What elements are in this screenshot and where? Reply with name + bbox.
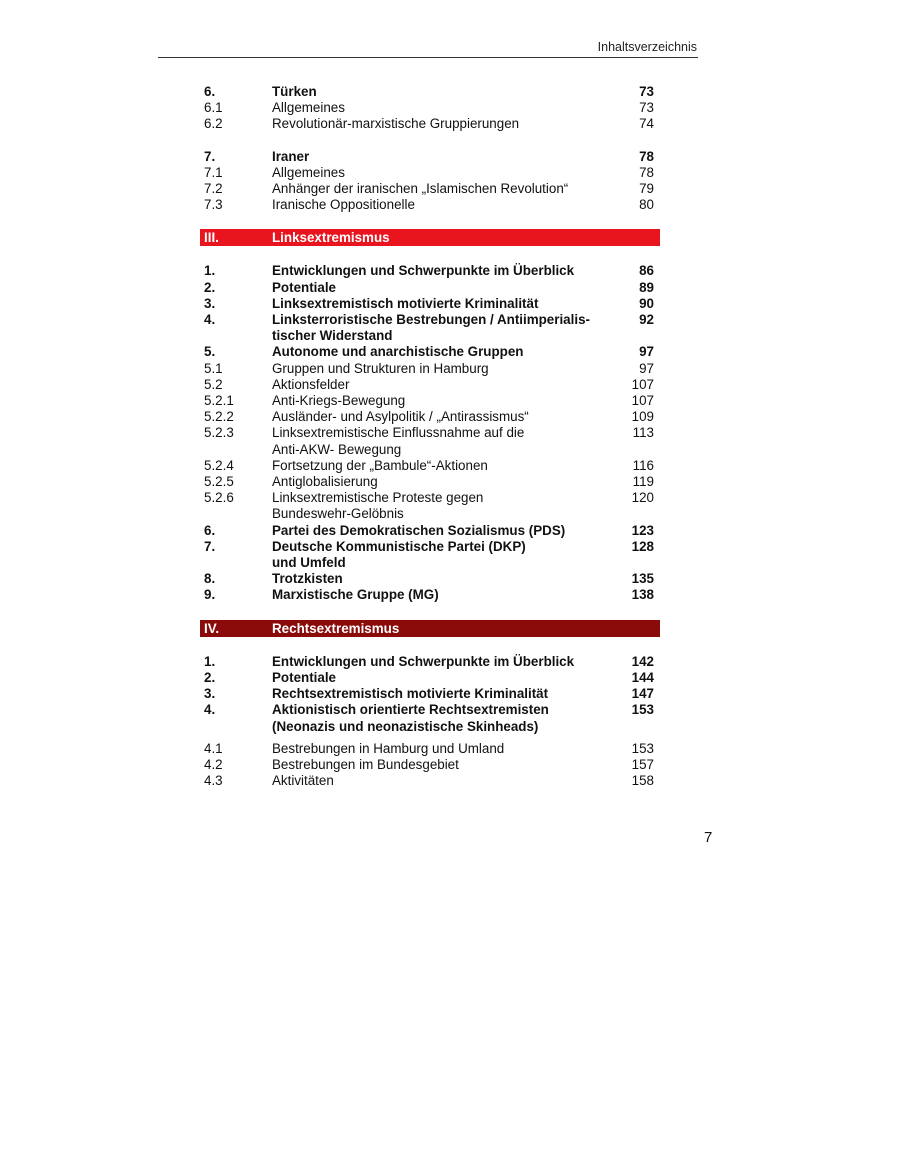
toc-entry <box>200 686 660 702</box>
entry-page: 147 <box>631 686 654 702</box>
entry-title-line: Fortsetzung der „Bambule“-Aktionen <box>272 457 488 473</box>
entry-page: 123 <box>631 522 654 538</box>
entry-title-line: Deutsche Kommunistische Partei (DKP) <box>272 538 526 554</box>
entry-number: 2. <box>204 669 216 685</box>
toc-entry <box>200 571 660 587</box>
entry-page: 78 <box>639 164 654 180</box>
toc-entry <box>200 425 660 457</box>
entry-title <box>272 409 600 425</box>
entry-page: 73 <box>639 84 654 99</box>
entry-page: 86 <box>639 263 654 279</box>
toc-entry <box>200 197 660 213</box>
entry-number: 4.1 <box>204 740 223 756</box>
entry-title-line: Potentiale <box>272 669 336 685</box>
entry-title-line: Linksextremistische Proteste gegen <box>272 490 484 506</box>
entry-title <box>272 757 600 773</box>
entry-page: 89 <box>639 279 654 295</box>
section-header-rechtsextremismus <box>200 620 660 637</box>
entry-title-line: Ausländer- und Asylpolitik / „Antirassismus“ <box>272 409 529 425</box>
entry-number: 5. <box>204 344 216 360</box>
toc-entry <box>200 702 660 734</box>
entry-title-line: Autonome und anarchistische Gruppen <box>272 344 524 360</box>
toc-block <box>200 149 660 214</box>
entry-title <box>272 149 600 165</box>
entry-title <box>272 263 600 279</box>
entry-page: 97 <box>639 360 654 376</box>
entry-title-line: Linksterroristische Bestrebungen / Antiimperialis- <box>272 312 590 328</box>
entry-title-line: Bestrebungen im Bundesgebiet <box>272 756 459 772</box>
entry-title <box>272 344 600 360</box>
entry-page: 153 <box>631 702 654 718</box>
page-number: 7 <box>704 829 713 846</box>
entry-number: 5.2.2 <box>204 409 234 425</box>
entry-number: 7.2 <box>204 181 223 197</box>
entry-page: 135 <box>631 571 654 587</box>
entry-title <box>272 197 600 213</box>
entry-number: 4. <box>204 702 216 718</box>
entry-number: 7.3 <box>204 197 223 213</box>
toc-entry <box>200 523 660 539</box>
entry-page: 157 <box>631 756 654 772</box>
entry-title <box>272 490 600 522</box>
entry-number: 5.2.6 <box>204 490 234 506</box>
toc-entry <box>200 587 660 603</box>
toc-block <box>200 263 660 603</box>
entry-title-line: Aktivitäten <box>272 773 334 789</box>
entry-title <box>272 458 600 474</box>
entry-page: 73 <box>639 100 654 116</box>
section-title: Linksextremismus <box>272 230 390 246</box>
entry-page: 80 <box>639 197 654 213</box>
entry-title <box>272 773 600 789</box>
entry-title <box>272 523 600 539</box>
entry-title <box>272 393 600 409</box>
entry-title <box>272 741 600 757</box>
entry-title-line: Türken <box>272 84 317 99</box>
entry-number: 4. <box>204 312 216 328</box>
entry-title-line: Aktionsfelder <box>272 376 350 392</box>
entry-number: 5.2 <box>204 376 223 392</box>
entry-title <box>272 425 600 457</box>
entry-number: 8. <box>204 571 216 587</box>
entry-title-line: Iraner <box>272 148 310 164</box>
entry-title <box>272 296 600 312</box>
entry-title <box>272 100 600 116</box>
entry-title-line: Entwicklungen und Schwerpunkte im Überblick <box>272 263 575 279</box>
entry-title <box>272 165 600 181</box>
toc-entry <box>200 377 660 393</box>
entry-title <box>272 686 600 702</box>
entry-number: 5.1 <box>204 360 223 376</box>
entry-page: 97 <box>639 344 654 360</box>
entry-title-line: Entwicklungen und Schwerpunkte im Überblick <box>272 653 575 669</box>
toc-entry <box>200 458 660 474</box>
entry-page: 128 <box>631 538 654 554</box>
toc-entry <box>200 757 660 773</box>
entry-number: 5.2.3 <box>204 425 234 441</box>
toc-entry <box>200 741 660 757</box>
entry-page: 107 <box>631 393 654 409</box>
entry-number: 1. <box>204 263 216 279</box>
toc-entry <box>200 296 660 312</box>
entry-title-line: Bestrebungen in Hamburg und Umland <box>272 740 505 756</box>
entry-number: 9. <box>204 587 216 603</box>
section-header-linksextremismus <box>200 229 660 246</box>
entry-title-line: Allgemeines <box>272 164 345 180</box>
entry-page: 74 <box>639 116 654 132</box>
entry-title-line: Trotzkisten <box>272 571 343 587</box>
entry-number: 5.2.5 <box>204 474 234 490</box>
toc-entry <box>200 361 660 377</box>
entry-number: 5.2.1 <box>204 393 234 409</box>
entry-page: 144 <box>631 669 654 685</box>
running-header: Inhaltsverzeichnis <box>597 40 697 54</box>
entry-title-line: Marxistische Gruppe (MG) <box>272 587 439 603</box>
section-number: IV. <box>204 620 220 636</box>
entry-title-line: Iranische Oppositionelle <box>272 197 415 213</box>
entry-title <box>272 84 600 100</box>
entry-page: 119 <box>632 474 654 490</box>
entry-title <box>272 116 600 132</box>
entry-title-line: Rechtsextremistisch motivierte Kriminalität <box>272 686 549 702</box>
entry-title-line: Linksextremistisch motivierte Kriminalität <box>272 295 539 311</box>
entry-title <box>272 654 600 670</box>
entry-title-line: Anti-Kriegs-Bewegung <box>272 393 406 409</box>
toc-entry <box>200 181 660 197</box>
entry-number: 7. <box>204 538 216 554</box>
entry-title-line: Bundeswehr-Gelöbnis <box>272 506 404 522</box>
entry-page: 116 <box>632 457 654 473</box>
header-rule <box>158 57 698 58</box>
toc-entry <box>200 100 660 116</box>
entry-title <box>272 361 600 377</box>
entry-title-line: Anhänger der iranischen „Islamischen Revolution“ <box>272 181 569 197</box>
entry-page: 90 <box>639 295 654 311</box>
entry-page: 107 <box>631 376 654 392</box>
entry-page: 158 <box>631 773 654 789</box>
toc-entry <box>200 312 660 344</box>
toc-entry <box>200 116 660 132</box>
toc-entry <box>200 409 660 425</box>
entry-title-line: Linksextremistische Einflussnahme auf die <box>272 425 525 441</box>
table-of-contents <box>200 84 660 805</box>
entry-number: 6. <box>204 84 216 99</box>
toc-entry <box>200 393 660 409</box>
entry-title <box>272 181 600 197</box>
entry-title <box>272 377 600 393</box>
entry-number: 6.1 <box>204 100 223 116</box>
toc-entry <box>200 165 660 181</box>
entry-title <box>272 571 600 587</box>
entry-page: 138 <box>631 587 654 603</box>
entry-title-line: und Umfeld <box>272 555 346 571</box>
entry-title <box>272 539 600 571</box>
entry-page: 109 <box>631 409 654 425</box>
toc-block <box>200 654 660 790</box>
entry-number: 4.2 <box>204 756 223 772</box>
entry-title <box>272 280 600 296</box>
toc-entry <box>200 539 660 571</box>
entry-number: 7. <box>204 148 216 164</box>
entry-title-line: Aktionistisch orientierte Rechtsextremisten <box>272 702 549 718</box>
entry-number: 3. <box>204 686 216 702</box>
section-number: III. <box>204 230 219 246</box>
entry-title <box>272 474 600 490</box>
entry-number: 6. <box>204 522 216 538</box>
entry-title-line: Partei des Demokratischen Sozialismus (PDS) <box>272 522 566 538</box>
entry-page: 92 <box>639 312 654 328</box>
toc-entry <box>200 280 660 296</box>
toc-entry <box>200 149 660 165</box>
toc-entry <box>200 263 660 279</box>
entry-page: 120 <box>631 490 654 506</box>
entry-number: 3. <box>204 295 216 311</box>
toc-entry <box>200 654 660 670</box>
toc-entry <box>200 490 660 522</box>
entry-title <box>272 670 600 686</box>
entry-number: 1. <box>204 653 216 669</box>
entry-title-line: tischer Widerstand <box>272 328 393 344</box>
toc-entry <box>200 670 660 686</box>
entry-page: 142 <box>631 653 654 669</box>
entry-title-line: (Neonazis und neonazistische Skinheads) <box>272 718 539 734</box>
toc-entry <box>200 344 660 360</box>
entry-title-line: Revolutionär-marxistische Gruppierungen <box>272 116 520 132</box>
entry-title-line: Anti-AKW- Bewegung <box>272 441 402 457</box>
toc-entry <box>200 84 660 100</box>
entry-number: 6.2 <box>204 116 223 132</box>
entry-number: 7.1 <box>204 164 223 180</box>
entry-page: 153 <box>631 740 654 756</box>
entry-title <box>272 312 600 344</box>
toc-block <box>200 84 660 133</box>
entry-page: 113 <box>632 425 654 441</box>
entry-title-line: Gruppen und Strukturen in Hamburg <box>272 360 489 376</box>
entry-number: 4.3 <box>204 773 223 789</box>
entry-title <box>272 702 600 734</box>
toc-entry <box>200 773 660 789</box>
entry-page: 79 <box>639 181 654 197</box>
entry-title <box>272 587 600 603</box>
toc-entry <box>200 474 660 490</box>
entry-title-line: Allgemeines <box>272 100 345 116</box>
entry-title-line: Potentiale <box>272 279 336 295</box>
entry-page: 78 <box>639 148 654 164</box>
entry-number: 2. <box>204 279 216 295</box>
entry-title-line: Antiglobalisierung <box>272 474 378 490</box>
section-title: Rechtsextremismus <box>272 620 400 636</box>
entry-number: 5.2.4 <box>204 457 234 473</box>
